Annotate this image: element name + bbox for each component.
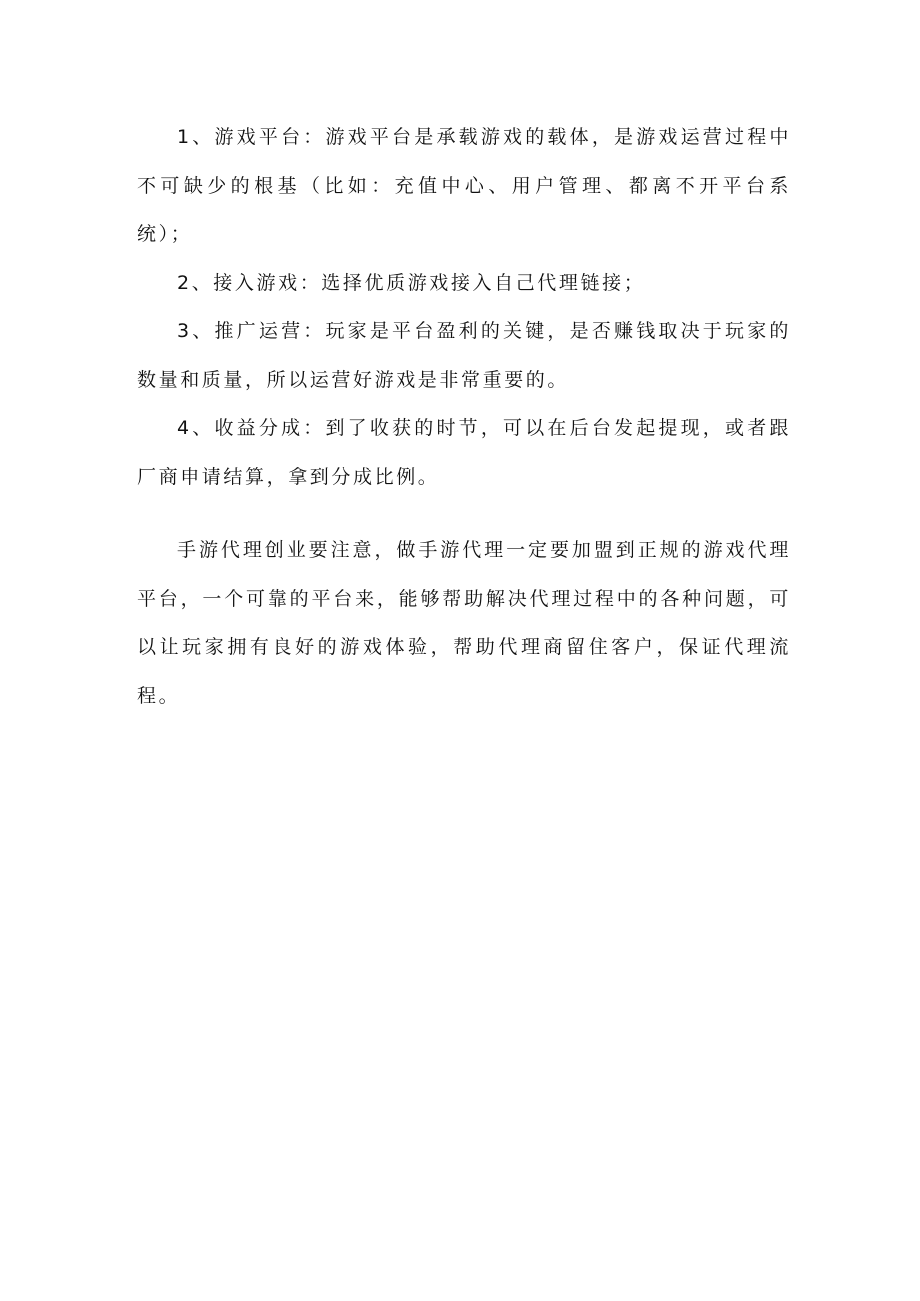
document-body xyxy=(137,113,791,720)
paragraph-game-platform: 1、游戏平台：游戏平台是承载游戏的载体，是游戏运营过程中不可缺少的根基（比如：充值中心、用户管理、都离不开平台系统）； xyxy=(137,126,791,245)
paragraph-spacer xyxy=(137,501,791,526)
paragraph-summary-note: 手游代理创业要注意，做手游代理一定要加盟到正规的游戏代理平台，一个可靠的平台来，能够帮助解决代理过程中的各种问题，可以让玩家拥有良好的游戏体验，帮助代理商留住客户，保证代理流程。 xyxy=(137,539,791,707)
paragraph-revenue-share: 4、收益分成：到了收获的时节，可以在后台发起提现，或者跟厂商申请结算，拿到分成比例。 xyxy=(137,417,791,488)
paragraph-promotion-operation: 3、推广运营：玩家是平台盈利的关键，是否赚钱取决于玩家的数量和质量，所以运营好游戏是非常重要的。 xyxy=(137,320,791,391)
paragraph-connect-games: 2、接入游戏：选择优质游戏接入自己代理链接； xyxy=(177,271,646,294)
